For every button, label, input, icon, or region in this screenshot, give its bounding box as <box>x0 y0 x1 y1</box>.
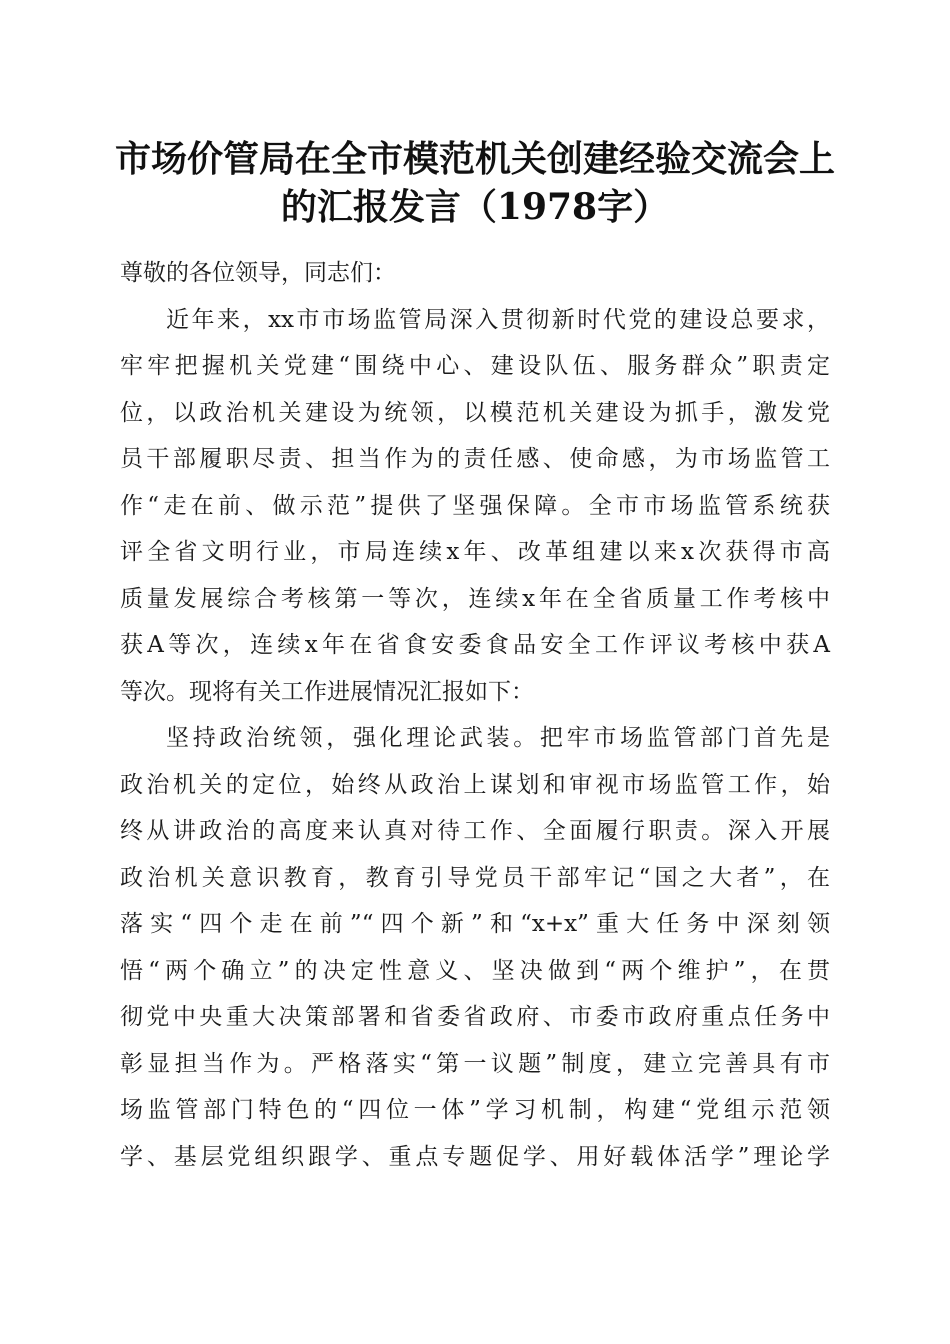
paragraph-2-line: 落实“四个走在前”“四个新”和“x+x”重大任务中深刻领 <box>120 911 830 937</box>
title-line-2: 的汇报发言（1978字） <box>280 186 670 228</box>
paragraph-2-line: 终从讲政治的高度来认真对待工作、全面履行职责。深入开展 <box>120 818 830 844</box>
paragraph-1-line: 近年来，xx市市场监管局深入贯彻新时代党的建设总要求， <box>166 306 830 333</box>
paragraph-2-line: 学、基层党组织跟学、重点专题促学、用好载体活学”理论学 <box>120 1143 830 1170</box>
paragraph-2-line: 彻党中央重大决策部署和省委省政府、市委市政府重点任务中 <box>120 1004 830 1030</box>
paragraph-1-line: 质量发展综合考核第一等次，连续x年在全省质量工作考核中 <box>120 585 830 612</box>
document-body <box>120 250 830 1180</box>
paragraph-2-line: 悟“两个确立”的决定性意义、坚决做到“两个维护”，在贯 <box>120 957 830 984</box>
paragraph-2-line: 政治机关的定位，始终从政治上谋划和审视市场监管工作，始 <box>120 771 830 798</box>
paragraph-1-line: 评全省文明行业，市局连续x年、改革组建以来x次获得市高 <box>120 539 830 565</box>
paragraph-2-line: 彰显担当作为。严格落实“第一议题”制度，建立完善具有市 <box>120 1050 830 1077</box>
paragraph-1 <box>120 297 830 716</box>
paragraph-1-line: 获A等次，连续x年在省食安委食品安全工作评议考核中获A <box>120 632 830 658</box>
paragraph-2-line: 政治机关意识教育，教育引导党员干部牢记“国之大者”，在 <box>120 864 830 891</box>
paragraph-1-line: 牢牢把握机关党建“围绕中心、建设队伍、服务群众”职责定 <box>120 353 830 379</box>
title-line-1: 市场价管局在全市模范机关创建经验交流会上 <box>114 138 835 180</box>
paragraph-1-line: 位，以政治机关建设为统领，以模范机关建设为抓手，激发党 <box>120 399 830 426</box>
paragraph-1-line: 等次。现将有关工作进展情况汇报如下： <box>120 678 534 705</box>
paragraph-1-line: 作“走在前、做示范”提供了坚强保障。全市市场监管系统获 <box>120 492 830 519</box>
document-title <box>100 135 850 231</box>
paragraph-2 <box>120 715 830 1180</box>
salutation: 尊敬的各位领导，同志们： <box>120 260 396 286</box>
paragraph-2-line: 场监管部门特色的“四位一体”学习机制，构建“党组示范领 <box>120 1097 830 1123</box>
paragraph-2-line: 坚持政治统领，强化理论武装。把牢市场监管部门首先是 <box>166 725 830 751</box>
paragraph-1-line: 员干部履职尽责、担当作为的责任感、使命感，为市场监管工 <box>120 446 830 472</box>
